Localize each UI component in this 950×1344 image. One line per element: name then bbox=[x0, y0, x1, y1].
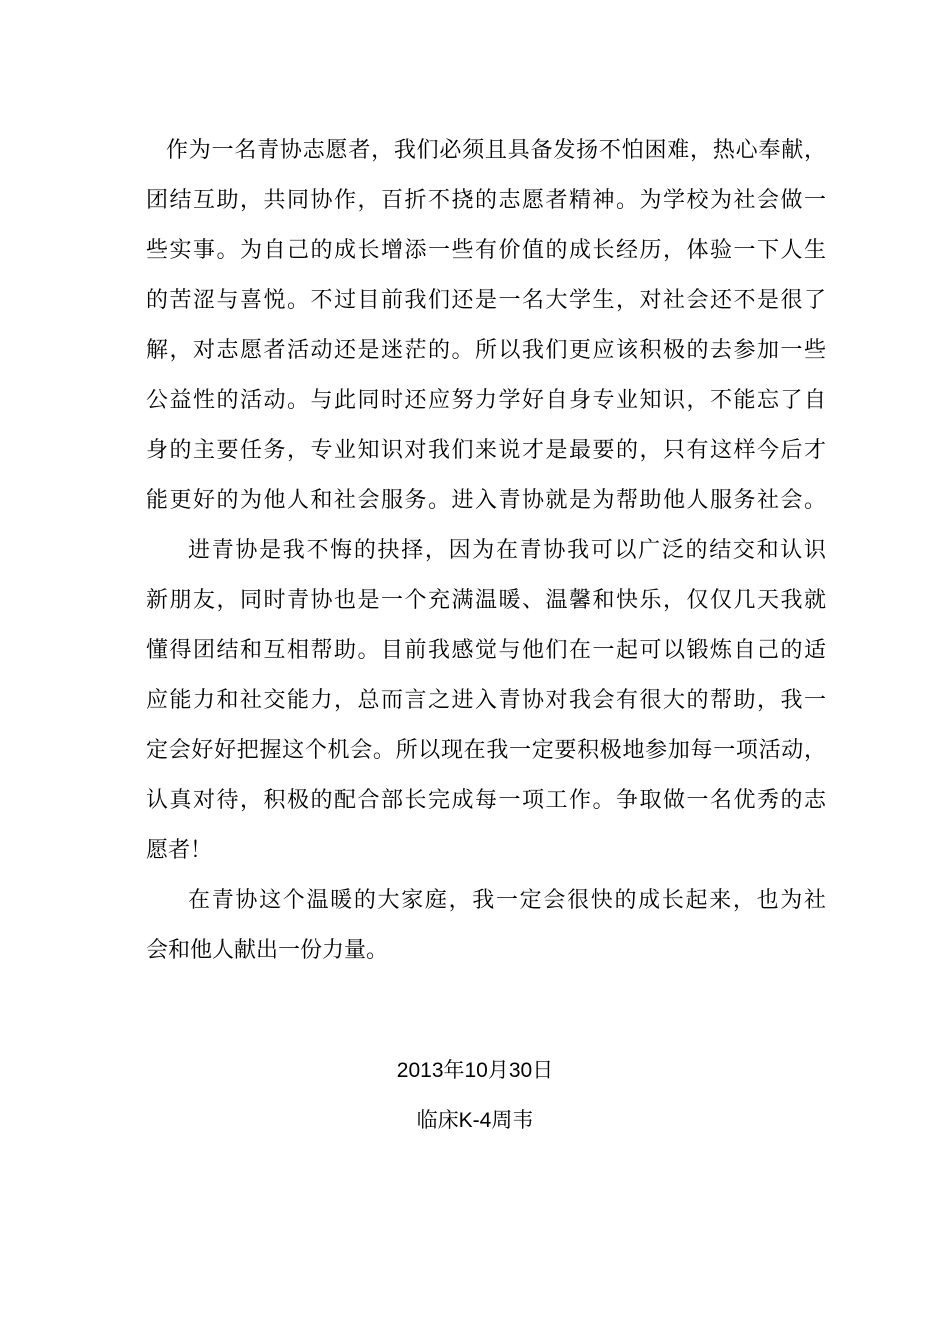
paragraph-3-line-2: 会和他人献出一份力量。 bbox=[146, 938, 389, 963]
paragraph-2-line-1: 进青协是我不悔的抉择，因为在青协我可以广泛的结交和认识 bbox=[188, 538, 826, 563]
paragraph-2-line-3: 懂得团结和互相帮助。目前我感觉与他们在一起可以锻炼自己的适 bbox=[146, 638, 826, 663]
paragraph-2-line-4: 应能力和社交能力，总而言之进入青协对我会有很大的帮助，我一 bbox=[146, 688, 826, 713]
paragraph-1-line-5: 解，对志愿者活动还是迷茫的。所以我们更应该积极的去参加一些 bbox=[146, 338, 826, 363]
paragraph-1-line-3: 些实事。为自己的成长增添一些有价值的成长经历，体验一下人生 bbox=[146, 238, 826, 263]
paragraph-3-line-1: 在青协这个温暖的大家庭，我一定会很快的成长起来，也为社 bbox=[188, 888, 826, 913]
paragraph-2-line-5: 定会好好把握这个机会。所以现在我一定要积极地参加每一项活动， bbox=[146, 738, 826, 763]
paragraph-2-line-7: 愿者！ bbox=[146, 838, 213, 863]
paragraph-1-line-8: 能更好的为他人和社会服务。进入青协就是为帮助他人服务社会。 bbox=[146, 488, 826, 513]
paragraph-2-line-2: 新朋友，同时青协也是一个充满温暖、温馨和快乐，仅仅几天我就 bbox=[146, 588, 826, 613]
paragraph-1-line-6: 公益性的活动。与此同时还应努力学好自身专业知识，不能忘了自 bbox=[146, 388, 826, 413]
signature-date: 2013年10月30日 bbox=[396, 1059, 554, 1082]
signature-author: 临床K-4周韦 bbox=[416, 1109, 534, 1132]
paragraph-1-line-7: 身的主要任务，专业知识对我们来说才是最要的，只有这样今后才 bbox=[146, 438, 826, 463]
paragraph-1-line-2: 团结互助，共同协作，百折不挠的志愿者精神。为学校为社会做一 bbox=[146, 188, 826, 213]
paragraph-1-line-1: 作为一名青协志愿者，我们必须且具备发扬不怕困难，热心奉献， bbox=[166, 138, 826, 163]
paragraph-1-line-4: 的苦涩与喜悦。不过目前我们还是一名大学生，对社会还不是很了 bbox=[146, 288, 826, 313]
paragraph-2-line-6: 认真对待，积极的配合部长完成每一项工作。争取做一名优秀的志 bbox=[146, 788, 826, 813]
